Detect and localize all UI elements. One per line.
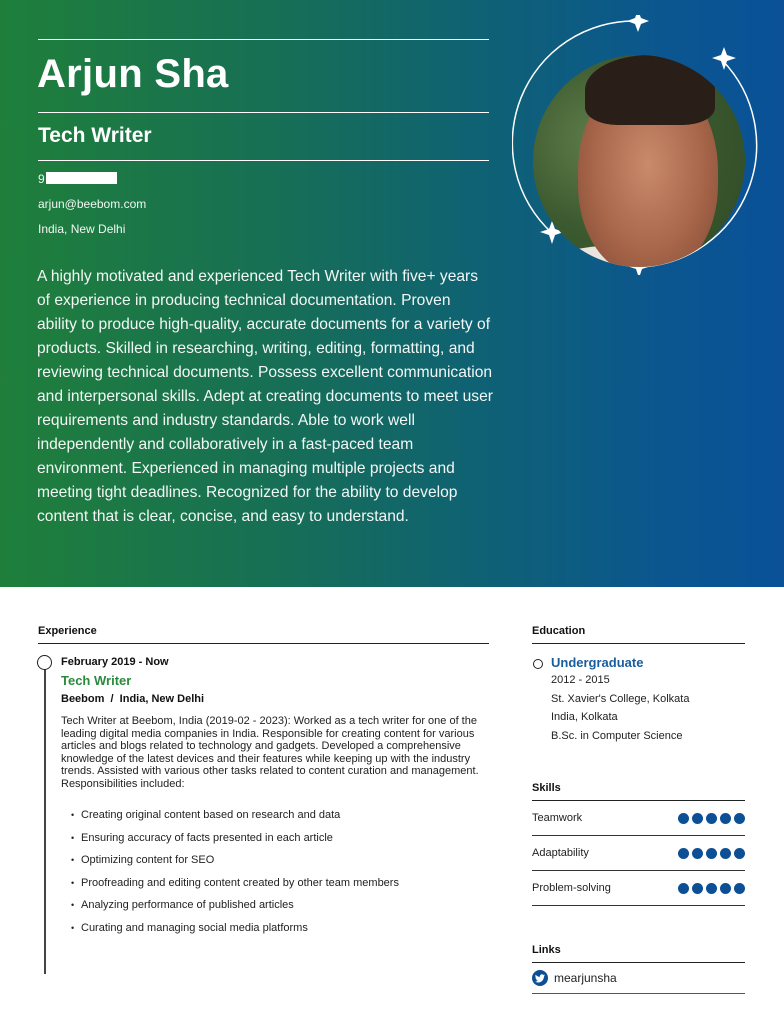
section-title-experience: Experience bbox=[38, 620, 489, 644]
rating-dot-icon bbox=[734, 848, 745, 859]
education-field: B.Sc. in Computer Science bbox=[551, 729, 683, 742]
link-label[interactable]: mearjunsha bbox=[554, 971, 617, 985]
education-degree: Undergraduate bbox=[551, 655, 644, 670]
phone-prefix: 9 bbox=[38, 172, 45, 186]
links-section bbox=[532, 939, 745, 994]
section-title-skills: Skills bbox=[532, 777, 745, 801]
header-divider bbox=[38, 112, 489, 113]
rating-dot-icon bbox=[706, 813, 717, 824]
list-item: • Optimizing content for SEO bbox=[71, 853, 489, 867]
rating-dot-icon bbox=[692, 883, 703, 894]
rating-dot-icon bbox=[720, 813, 731, 824]
location: India, New Delhi bbox=[38, 222, 126, 236]
skill-name: Problem-solving bbox=[532, 882, 611, 894]
experience-title: Tech Writer bbox=[61, 673, 132, 688]
profile-photo bbox=[533, 55, 745, 267]
rating-dot-icon bbox=[706, 883, 717, 894]
skill-name: Teamwork bbox=[532, 812, 583, 824]
header-divider bbox=[38, 160, 489, 161]
timeline-line bbox=[44, 668, 46, 974]
twitter-icon bbox=[532, 970, 548, 986]
candidate-role: Tech Writer bbox=[38, 124, 152, 147]
header-divider bbox=[38, 39, 489, 40]
rating-dot-icon bbox=[678, 883, 689, 894]
list-item: • Analyzing performance of published articles bbox=[71, 898, 489, 912]
rating-dot-icon bbox=[720, 883, 731, 894]
phone-number bbox=[38, 172, 117, 186]
phone-redaction bbox=[46, 172, 117, 184]
skill-name: Adaptability bbox=[532, 847, 589, 859]
experience-description: Tech Writer at Beebom, India (2019-02 - 2023): Worked as a tech writer for one of the leading digital media companies in India. Responsible for creating content for various articles and blogs related to technology and gadgets. Developed a comprehensive knowledge of the latest devices and their features while keeping up with the industry trends. Assisted with various other tasks related to content curation and management. Responsibilities included: bbox=[61, 715, 479, 790]
rating-dot-icon bbox=[706, 848, 717, 859]
rating-dot-icon bbox=[692, 813, 703, 824]
sidebar bbox=[532, 620, 745, 994]
skill-row bbox=[532, 871, 745, 906]
education-location: India, Kolkata bbox=[551, 711, 618, 723]
link-twitter[interactable] bbox=[532, 963, 745, 994]
rating-dot-icon bbox=[734, 883, 745, 894]
responsibilities-list bbox=[61, 808, 489, 935]
section-title-links: Links bbox=[532, 939, 745, 963]
list-item: • Curating and managing social media platforms bbox=[71, 921, 489, 935]
section-title-education: Education bbox=[532, 620, 745, 644]
experience-date: February 2019 - Now bbox=[61, 656, 169, 668]
rating-dot-icon bbox=[678, 848, 689, 859]
timeline-dot-icon bbox=[533, 659, 543, 669]
email-address: arjun@beebom.com bbox=[38, 197, 147, 211]
experience-section bbox=[38, 620, 489, 944]
list-item: • Ensuring accuracy of facts presented in each article bbox=[71, 831, 489, 845]
skill-row bbox=[532, 801, 745, 836]
skill-rating bbox=[678, 848, 745, 859]
rating-dot-icon bbox=[678, 813, 689, 824]
timeline-dot-icon bbox=[37, 655, 52, 670]
list-item: • Creating original content based on research and data bbox=[71, 808, 489, 822]
rating-dot-icon bbox=[692, 848, 703, 859]
education-section bbox=[532, 620, 745, 745]
experience-company: Beebom / India, New Delhi bbox=[61, 693, 205, 705]
education-item bbox=[532, 654, 745, 745]
profile-photo-frame bbox=[512, 15, 760, 275]
education-school: St. Xavier's College, Kolkata bbox=[551, 692, 690, 705]
experience-item bbox=[38, 654, 489, 935]
rating-dot-icon bbox=[734, 813, 745, 824]
candidate-name: Arjun Sha bbox=[37, 52, 229, 96]
skill-rating bbox=[678, 883, 745, 894]
list-item: • Proofreading and editing content created by other team members bbox=[71, 876, 489, 890]
skill-rating bbox=[678, 813, 745, 824]
profile-summary: A highly motivated and experienced Tech Writer with five+ years of experience in producing technical documentation. Proven ability to produce high-quality, accurate documents for a variety of products. Skilled in researching, writing, editing, formatting, and reviewing technical documents. Possess excellent communication and interpersonal skills. Adept at creating documents to meet user requirements and industry standards. Able to work well independently and collaboratively in a fast-paced team environment. Experienced in managing multiple projects and meeting tight deadlines. Recognized for the ability to develop content that is clear, concise, and easy to understand. bbox=[37, 268, 493, 525]
skill-row bbox=[532, 836, 745, 871]
rating-dot-icon bbox=[720, 848, 731, 859]
education-years: 2012 - 2015 bbox=[551, 674, 610, 686]
skills-section bbox=[532, 777, 745, 906]
